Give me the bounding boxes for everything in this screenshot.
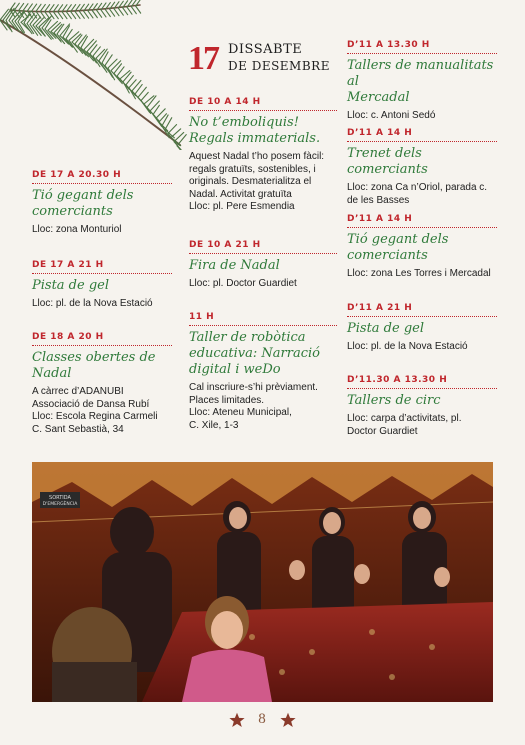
pine-branch-decoration [0,0,190,150]
event-time: D’11.30 A 13.30 H [347,375,497,389]
event-time: D’11 A 14 H [347,214,497,228]
day-number: 17 [188,40,218,77]
event-details: Aquest Nadal t’ho posem fàcil: regals gratuïts, sostenibles, i originals. Desmaterialitza el Nadal. Activitat gratuïta Lloc: pl. Pere Esmendia [189,151,325,212]
event-details: Lloc: zona Ca n’Oriol, parada c. de les Basses [347,182,488,206]
event-col3-1 [347,128,497,207]
event-col2-2 [189,312,337,432]
day-header [188,40,338,80]
event-details: Cal inscriure-s’hi prèviament. Places limitades. Lloc: Ateneu Municipal, C. Xile, 1-3 [189,382,318,431]
day-weekday: DISSABTE [228,42,303,57]
event-title: Tió gegant dels comerciants [347,232,449,263]
event-details: Lloc: carpa d’activitats, pl. Doctor Guardiet [347,413,462,437]
svg-text:SORTIDA: SORTIDA [49,495,71,501]
event-col1-2 [32,332,172,436]
event-col1-1 [32,260,172,311]
event-title: Pista de gel [347,321,425,336]
event-title: Taller de robòtica educativa: Narració digital i weDo [189,330,320,377]
event-time: DE 18 A 20 H [32,332,172,346]
event-title: Classes obertes de Nadal [32,350,156,381]
event-time: DE 10 A 21 H [189,240,337,254]
event-title: Tallers de circ [347,393,441,408]
event-details: Lloc: pl. de la Nova Estació [32,298,153,309]
star-icon [280,712,296,728]
event-time: D’11 A 21 H [347,303,497,317]
event-time: DE 17 A 20.30 H [32,170,172,184]
event-time: 11 H [189,312,337,326]
event-details: Lloc: c. Antoni Sedó [347,110,436,121]
event-col2-1 [189,240,337,291]
event-col2-0 [189,97,337,214]
event-details: Lloc: zona Les Torres i Mercadal [347,268,491,279]
event-col3-4 [347,375,497,438]
event-time: DE 17 A 21 H [32,260,172,274]
page-number: 8 [258,711,266,727]
event-col3-0 [347,40,497,123]
event-title: Tió gegant dels comerciants [32,188,134,219]
event-col3-3 [347,303,497,354]
event-col3-2 [347,214,497,281]
event-title: Pista de gel [32,278,110,293]
svg-text:D'EMERGÈNCIA: D'EMERGÈNCIA [42,502,78,507]
event-title: No t’emboliquis! Regals immaterials. [189,115,321,146]
event-details: A càrrec d’ADANUBI Associació de Dansa Rubí Lloc: Escola Regina Carmeli C. Sant Sebastià, 34 [32,386,158,435]
day-month: DE DESEMBRE [228,59,330,73]
event-col1-0 [32,170,172,237]
event-time: D’11 A 14 H [347,128,497,142]
event-title: Tallers de manualitats al Mercadal [347,58,494,105]
event-time: D’11 A 13.30 H [347,40,497,54]
photo-illustration [32,462,493,702]
event-title: Trenet dels comerciants [347,146,428,177]
event-details: Lloc: pl. Doctor Guardiet [189,278,297,289]
event-time: DE 10 A 14 H [189,97,337,111]
event-details: Lloc: zona Monturiol [32,224,122,235]
event-details: Lloc: pl. de la Nova Estació [347,341,468,352]
event-title: Fira de Nadal [189,258,280,273]
star-icon [229,712,245,728]
event-photo [32,462,493,702]
